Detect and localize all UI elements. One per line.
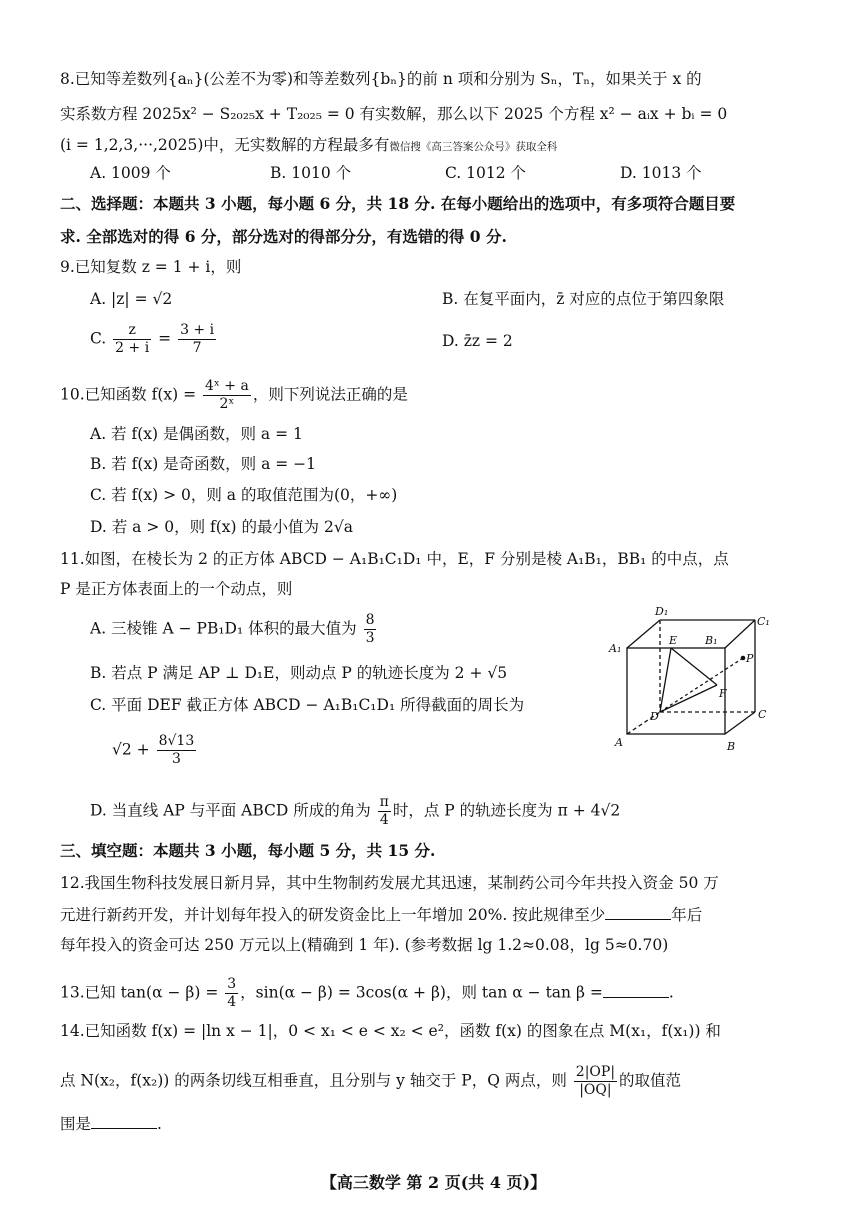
label-a1: A₁ xyxy=(609,642,622,655)
frac-den: 2 + i xyxy=(115,340,150,356)
watermark-text: 微信搜《高三答案公众号》获取全科 xyxy=(389,141,558,153)
q11-option-a-text: A. 三棱锥 A − PB₁D₁ 体积的最大值为 xyxy=(90,619,357,638)
q13-answer-blank[interactable] xyxy=(603,981,669,998)
label-c: C xyxy=(758,708,767,721)
page-footer: 【高三数学 第 2 页(共 4 页)】 xyxy=(320,1173,547,1192)
q9-option-a: A. |z| = √2 xyxy=(90,290,173,308)
cube-front-face xyxy=(627,648,725,734)
q12-answer-blank[interactable] xyxy=(605,903,671,920)
q8-option-d: D. 1013 个 xyxy=(620,164,702,182)
q13-line xyxy=(60,976,780,1011)
q14-answer-blank[interactable] xyxy=(91,1112,157,1129)
frac-num: 4ˣ + a xyxy=(205,378,249,394)
q11-option-c-line1: C. 平面 DEF 截正方体 ABCD − A₁B₁C₁D₁ 所得截面的周长为 xyxy=(90,696,525,714)
q11-option-d xyxy=(90,794,620,829)
q9-stem: 9.已知复数 z = 1 + i，则 xyxy=(60,258,242,276)
q10-option-a: A. 若 f(x) 是偶函数，则 a = 1 xyxy=(90,425,303,443)
section2-line1: 二、选择题：本题共 3 小题，每小题 6 分，共 18 分. 在每小题给出的选项中，有多项符合题目要 xyxy=(60,194,736,213)
cube-figure xyxy=(605,600,785,760)
equals-sign: = xyxy=(158,329,172,348)
q14-fraction xyxy=(574,1064,617,1099)
segment-d-f xyxy=(660,685,717,712)
frac-den: 3 xyxy=(365,630,375,646)
label-d1: D₁ xyxy=(655,605,669,618)
q12-line3: 每年投入的资金可达 250 万元以上(精确到 1 年). (参考数据 lg 1.2≈0.08，lg 5≈0.70) xyxy=(60,936,669,954)
q9-option-b: B. 在复平面内，z̄ 对应的点位于第四象限 xyxy=(442,290,725,308)
label-c1: C₁ xyxy=(757,615,770,628)
q11-a-fraction xyxy=(364,612,377,647)
frac-den: 3 xyxy=(171,751,181,767)
edge-a1-d1 xyxy=(627,620,660,648)
q14-line3-suffix: . xyxy=(157,1115,162,1133)
q8-line3-text: (i = 1,2,3,···,2025)中，无实数解的方程最多有 xyxy=(60,136,390,154)
point-p-dot xyxy=(741,656,746,661)
q12-line2-text: 元进行新药开发，并计划每年投入的研发资金比上一年增加 20%. 按此规律至少 xyxy=(60,906,606,924)
q14-line3-text: 围是 xyxy=(60,1115,92,1133)
label-p: P xyxy=(746,652,754,665)
frac-num: 3 xyxy=(227,976,237,992)
q10-stem-suffix: ，则下列说法正确的是 xyxy=(252,385,408,404)
q14-line3 xyxy=(60,1112,780,1135)
segment-e-f xyxy=(671,648,717,685)
frac-den: 2ˣ xyxy=(219,396,235,412)
q11-line1: 11.如图，在棱长为 2 的正方体 ABCD − A₁B₁C₁D₁ 中，E，F 分别是棱 A₁B₁，BB₁ 的中点，点 xyxy=(60,550,729,568)
q13-suffix: . xyxy=(668,983,674,1002)
q10-option-b: B. 若 f(x) 是奇函数，则 a = −1 xyxy=(90,455,317,473)
label-b1: B₁ xyxy=(705,634,718,647)
q14-line2 xyxy=(60,1064,780,1099)
q11-option-b: B. 若点 P 满足 AP ⊥ D₁E，则动点 P 的轨迹长度为 2 + √5 xyxy=(90,664,508,682)
frac-den: |OQ| xyxy=(579,1082,612,1098)
q11-option-a xyxy=(90,612,378,647)
segment-d-e xyxy=(660,648,671,712)
frac-num: π xyxy=(379,794,389,810)
label-e: E xyxy=(669,634,678,647)
frac-num: z xyxy=(113,322,151,340)
frac-den: 7 xyxy=(192,340,202,356)
q11-d-fraction xyxy=(378,794,391,829)
q10-stem xyxy=(60,378,780,413)
q8-option-c: C. 1012 个 xyxy=(445,164,527,182)
q8-line3 xyxy=(60,134,780,158)
q9-option-d: D. z̄z = 2 xyxy=(442,332,513,350)
q8-option-b: B. 1010 个 xyxy=(270,164,352,182)
q13-middle: ，sin(α − β) = 3cos(α + β)，则 tan α − tan β = xyxy=(240,983,603,1002)
q10-stem-prefix: 10.已知函数 f(x) = xyxy=(60,385,197,404)
q8-option-a: A. 1009 个 xyxy=(90,164,171,182)
q10-option-d: D. 若 a > 0，则 f(x) 的最小值为 2√a xyxy=(90,518,353,536)
label-a: A xyxy=(615,736,623,749)
frac-den: 4 xyxy=(227,994,237,1010)
label-b: B xyxy=(727,740,736,753)
section3-heading: 三、填空题：本题共 3 小题，每小题 5 分，共 15 分. xyxy=(60,841,436,860)
q9-option-c xyxy=(90,322,218,357)
q11-option-c-line2 xyxy=(112,733,198,768)
q14-line2-prefix: 点 N(x₂，f(x₂)) 的两条切线互相垂直，且分别与 y 轴交于 P，Q 两点，则 xyxy=(60,1071,567,1090)
frac-num: 8√13 xyxy=(158,733,195,749)
q9-c-left-fraction xyxy=(113,322,151,357)
q12-line2 xyxy=(60,903,780,926)
q12-line2-suffix: 年后 xyxy=(671,906,703,924)
q10-fraction xyxy=(203,378,251,413)
q11-c-prefix: √2 + xyxy=(112,740,150,759)
frac-num: 3 + i xyxy=(180,322,215,338)
section2-line2: 求. 全部选对的得 6 分，部分选对的得部分分，有选错的得 0 分. xyxy=(60,227,507,246)
segment-d-p xyxy=(660,658,743,712)
q11-line2: P 是正方体表面上的一个动点，则 xyxy=(60,580,293,598)
q14-line1: 14.已知函数 f(x) = |ln x − 1|，0 < x₁ < e < x₂ < e²，函数 f(x) 的图象在点 M(x₁，f(x₁)) 和 xyxy=(60,1022,721,1040)
q8-line2: 实系数方程 2025x² − S₂₀₂₅x + T₂₀₂₅ = 0 有实数解，那么以下 2025 个方程 x² − aᵢx + bᵢ = 0 xyxy=(60,105,728,123)
q9-option-c-label: C. xyxy=(90,329,107,348)
q11-c-fraction xyxy=(157,733,197,768)
q13-prefix: 13.已知 tan(α − β) = xyxy=(60,983,219,1002)
edge-b-c xyxy=(725,712,755,734)
q9-c-right-fraction xyxy=(178,322,216,357)
edge-b1-c1 xyxy=(725,620,755,648)
q8-line1: 8.已知等差数列{aₙ}(公差不为零)和等差数列{bₙ}的前 n 项和分别为 Sₙ，Tₙ，如果关于 x 的 xyxy=(60,70,702,88)
frac-num: 2|OP| xyxy=(575,1064,616,1080)
label-d: D xyxy=(650,710,659,723)
q12-line1: 12.我国生物科技发展日新月异，其中生物制药发展尤其迅速，某制药公司今年共投入资金 50 万 xyxy=(60,874,719,892)
frac-den: 4 xyxy=(379,812,389,828)
q14-line2-suffix: 的取值范 xyxy=(619,1071,682,1090)
frac-num: 8 xyxy=(365,612,375,628)
q10-option-c: C. 若 f(x) > 0，则 a 的取值范围为(0，+∞) xyxy=(90,486,398,504)
label-f: F xyxy=(719,687,727,700)
q13-fraction xyxy=(225,976,238,1011)
q11-d-suffix: 时，点 P 的轨迹长度为 π + 4√2 xyxy=(392,801,621,820)
q11-d-prefix: D. 当直线 AP 与平面 ABCD 所成的角为 xyxy=(90,801,371,820)
